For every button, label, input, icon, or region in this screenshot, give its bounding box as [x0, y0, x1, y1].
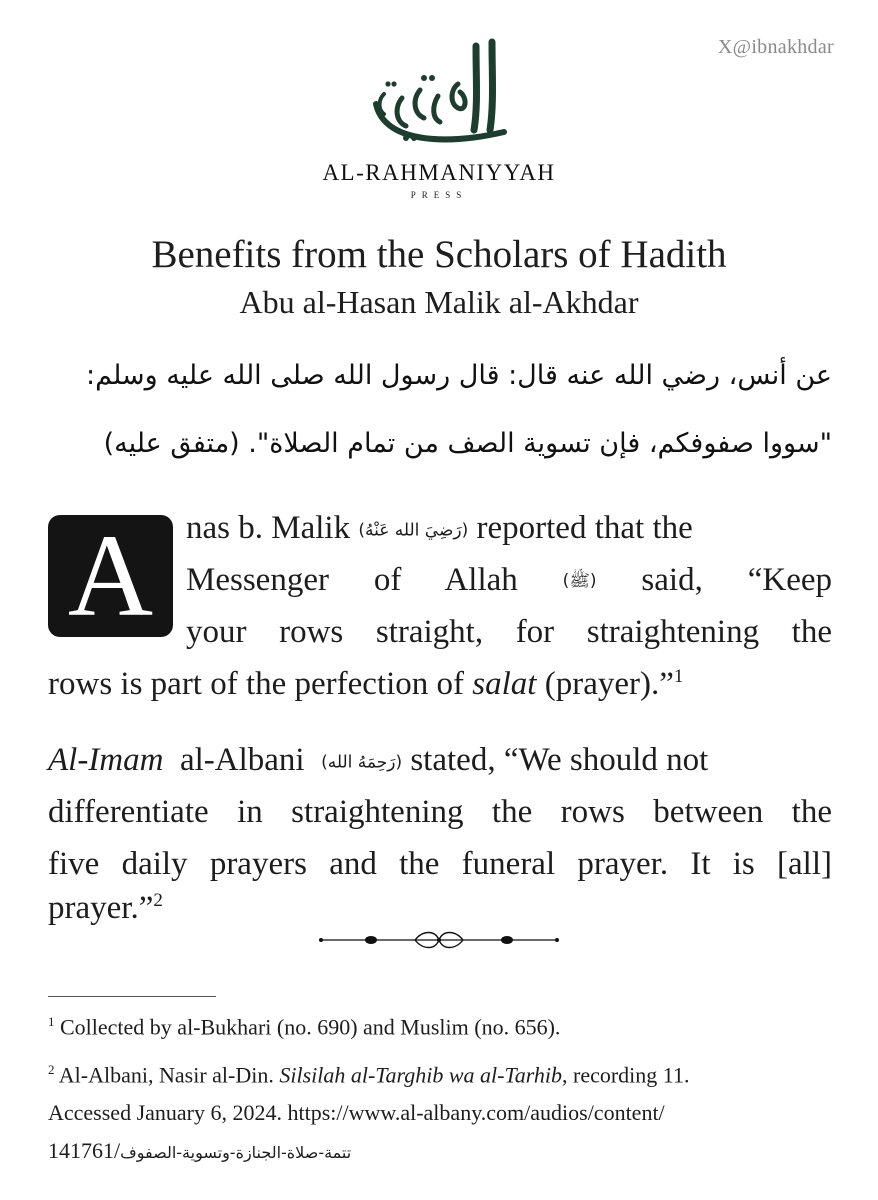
footnote-text: Al-Albani, Nasir al-Din.	[58, 1062, 274, 1088]
hadith-text: reported that the	[476, 510, 693, 546]
albani-text: stated, “We should not	[410, 742, 709, 778]
hadith-text: rows is part of the perfection of	[48, 666, 465, 702]
press-subtitle: PRESS	[410, 190, 468, 200]
document-author: Abu al-Hasan Malik al-Akhdar	[239, 284, 639, 320]
footnote-separator	[48, 996, 216, 997]
arabic-hadith-line-2: "سووا صفوفكم، فإن تسوية الصف من تمام الصلاة". (متفق عليه)	[103, 428, 832, 459]
hadith-text: Messenger of Allah	[186, 562, 518, 598]
hadith-line-1	[186, 510, 832, 547]
hadith-text: said, “Keep	[641, 562, 832, 598]
footnote-2	[48, 1062, 689, 1088]
footnote-1	[48, 1014, 560, 1040]
hadith-text: nas b. Malik	[186, 510, 351, 546]
footnote-2-url-line[interactable]: Accessed January 6, 2024. https://www.al-albany.com/audios/content/	[48, 1100, 665, 1125]
ornamental-divider	[319, 928, 559, 952]
arabic-hadith-line-1: عن أنس، رضي الله عنه قال: قال رسول الله صلى الله عليه وسلم:	[86, 360, 832, 391]
albani-text: prayer.”	[48, 890, 154, 926]
salat-term: salat	[472, 666, 537, 702]
hadith-line-4	[48, 666, 683, 703]
albani-name: al-Albani	[179, 742, 305, 778]
drop-cap: A	[48, 515, 173, 637]
footnote-2-url-line-2[interactable]	[48, 1138, 351, 1164]
footnote-ref-1[interactable]: 1	[673, 666, 684, 687]
rahmaniyyah-calligraphy-logo	[354, 34, 524, 154]
footnote-number: 2	[48, 1062, 55, 1077]
book-title: Silsilah al-Targhib wa al-Tarhib	[279, 1062, 562, 1088]
footnote-text: , recording 11.	[562, 1062, 690, 1088]
hadith-line-3: your rows straight, for straightening the	[186, 614, 832, 650]
albani-line-4	[48, 890, 163, 927]
albani-line-2: differentiate in straightening the rows between the	[48, 794, 832, 830]
footnote-ref-2[interactable]: 2	[153, 890, 163, 911]
document-title: Benefits from the Scholars of Hadith	[151, 233, 727, 276]
honorific-rahimahullah: (رَحِمَهُ الله)	[321, 752, 403, 773]
albani-line-3: five daily prayers and the funeral prayer. It is [all]	[48, 846, 832, 882]
hadith-line-2	[186, 562, 832, 599]
press-name: AL-RAHMANIYYAH	[322, 160, 556, 185]
honorific-salallahu-alayhi-wa-sallam: (ﷺ)	[562, 570, 597, 591]
footnote-text: Collected by al-Bukhari (no. 690) and Muslim (no. 656).	[60, 1014, 561, 1040]
publisher-logo	[0, 34, 878, 200]
albani-line-1	[48, 742, 832, 779]
url-number: 141761/	[48, 1138, 121, 1163]
honorific-radiallahu-anhu: (رَضِيَ الله عَنْهُ)	[358, 520, 469, 541]
url-arabic-slug: تتمة-صلاة-الجنازة-وتسوية-الصفوف	[120, 1143, 352, 1162]
author-handle: X@ibnakhdar	[717, 36, 834, 58]
imam-title: Al-Imam	[48, 742, 164, 778]
hadith-text: (prayer).”	[544, 666, 674, 702]
footnote-number: 1	[48, 1014, 55, 1029]
